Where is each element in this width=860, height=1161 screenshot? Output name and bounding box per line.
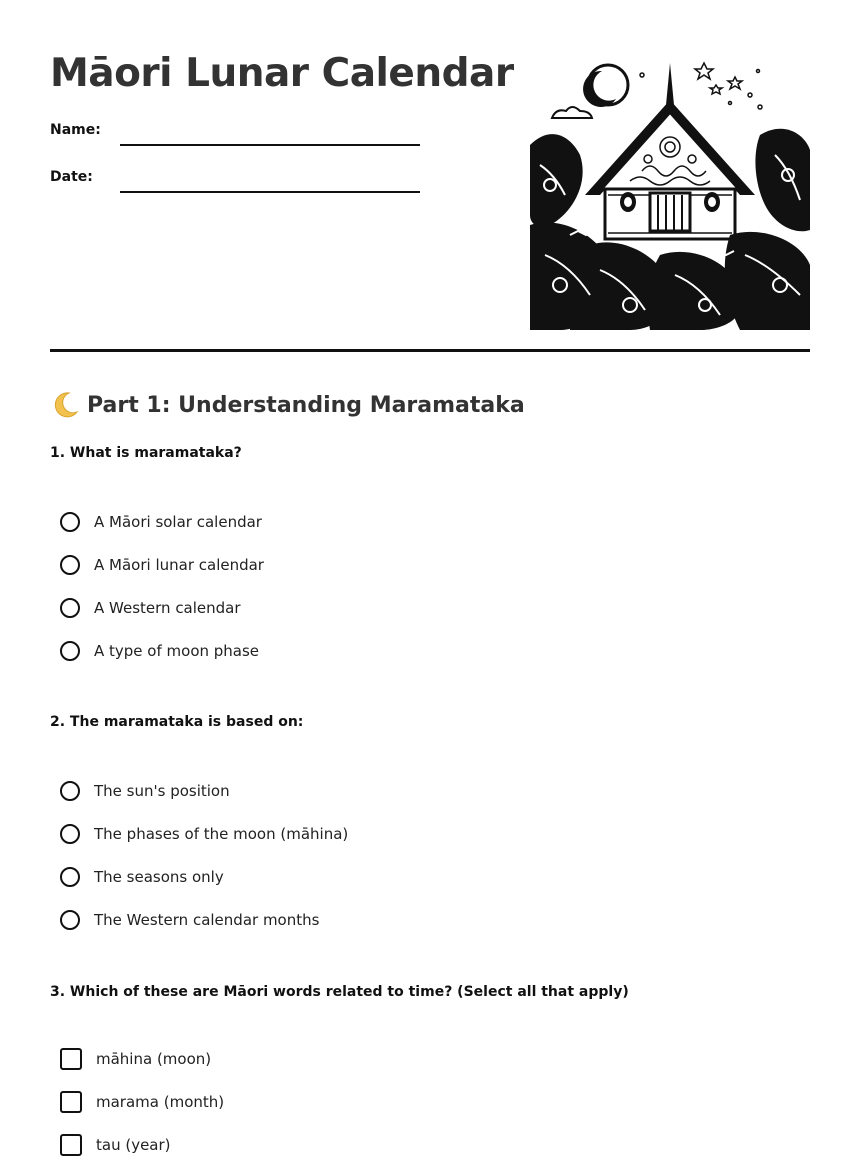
option-label: māhina (moon): [96, 1050, 212, 1068]
question-1-option-2[interactable]: [60, 552, 264, 578]
checkbox[interactable]: [60, 1134, 82, 1156]
part1-heading: [50, 388, 525, 422]
part1-title: Part 1: Understanding Maramataka: [87, 392, 525, 418]
date-input-line[interactable]: [120, 191, 420, 193]
date-label: Date:: [50, 169, 93, 185]
question-2: 2. The maramataka is based on:: [50, 714, 304, 730]
option-label: The seasons only: [94, 868, 224, 886]
name-input-line[interactable]: [120, 144, 420, 146]
option-label: A Māori solar calendar: [94, 513, 262, 531]
option-label: The phases of the moon (māhina): [94, 825, 349, 843]
page-title: Māori Lunar Calendar: [50, 51, 514, 96]
radio-button[interactable]: [60, 867, 80, 887]
option-label: marama (month): [96, 1093, 225, 1111]
question-3-option-3[interactable]: [60, 1132, 171, 1158]
option-label: The sun's position: [94, 782, 230, 800]
question-1-option-3[interactable]: [60, 595, 241, 621]
radio-button[interactable]: [60, 781, 80, 801]
question-1: 1. What is maramataka?: [50, 445, 242, 461]
option-label: tau (year): [96, 1136, 171, 1154]
date-field-row: [50, 165, 420, 195]
name-field-row: [50, 118, 420, 148]
section-divider: [50, 349, 810, 352]
question-2-option-1[interactable]: [60, 778, 230, 804]
question-3-option-1[interactable]: [60, 1046, 211, 1072]
option-label: A Western calendar: [94, 599, 241, 617]
option-label: The Western calendar months: [94, 911, 320, 929]
question-2-option-3[interactable]: [60, 864, 224, 890]
question-3-option-2[interactable]: [60, 1089, 224, 1115]
radio-button[interactable]: [60, 512, 80, 532]
question-2-option-2[interactable]: [60, 821, 348, 847]
radio-button[interactable]: [60, 910, 80, 930]
crescent-moon-icon: [50, 390, 80, 420]
option-label: A type of moon phase: [94, 642, 260, 660]
checkbox[interactable]: [60, 1091, 82, 1113]
name-label: Name:: [50, 122, 101, 138]
option-label: A Māori lunar calendar: [94, 556, 264, 574]
radio-button[interactable]: [60, 598, 80, 618]
checkbox[interactable]: [60, 1048, 82, 1070]
worksheet-page: [50, 0, 810, 1161]
radio-button[interactable]: [60, 641, 80, 661]
radio-button[interactable]: [60, 555, 80, 575]
wharenui-illustration: [530, 55, 810, 330]
question-3: 3. Which of these are Māori words related to time? (Select all that apply): [50, 984, 629, 1000]
question-1-option-1[interactable]: [60, 509, 262, 535]
radio-button[interactable]: [60, 824, 80, 844]
question-1-option-4[interactable]: [60, 638, 259, 664]
question-2-option-4[interactable]: [60, 907, 319, 933]
